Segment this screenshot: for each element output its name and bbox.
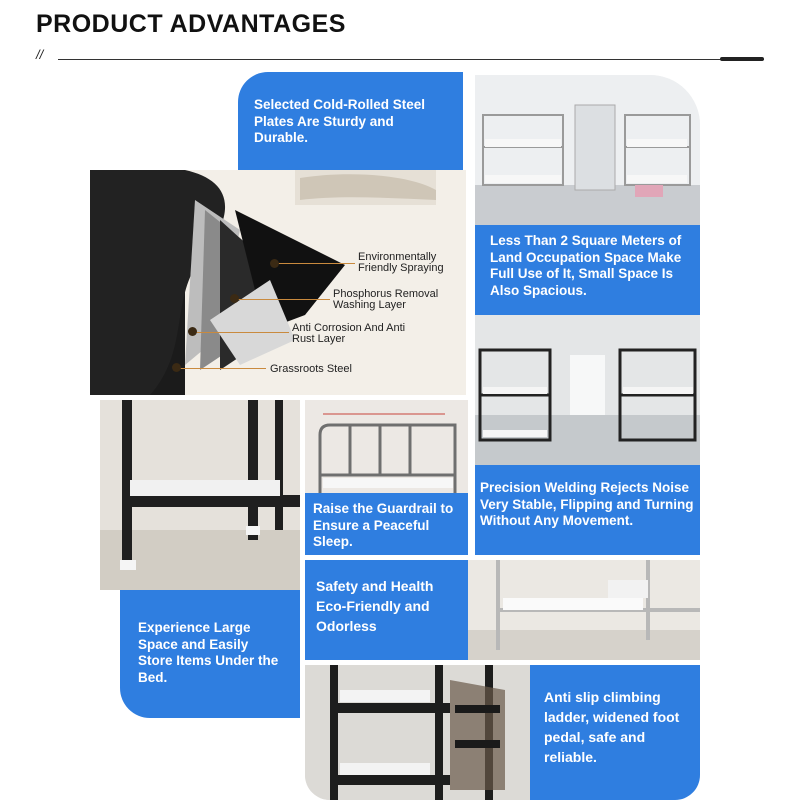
photo-white-beds-dorm [475,75,700,225]
feature-text-ladder: Anti slip climbing ladder, widened foot pedal, safe and reliable. [544,689,680,765]
layer-label-anti-corrosion: Anti Corrosion And Anti Rust Layer [292,322,406,345]
feature-text-storage: Experience Large Space and Easily Store Items Under the Bed. [138,620,279,685]
feature-text-welding: Precision Welding Rejects Noise Very Stable, Flipping and Turning Without Any Movement. [480,480,694,528]
page-title: PRODUCT ADVANTAGES [36,10,346,38]
photo-bed-underside [100,400,300,590]
layer-label-spraying: Environmentally Friendly Spraying [358,251,444,274]
feature-text-land-space: Less Than 2 Square Meters of Land Occupation Space Make Full Use of It, Small Space Is Also Spacious. [490,233,682,298]
photo-guardrail [305,400,468,493]
feature-card-steel-plates [238,72,463,170]
leader-line-spraying [273,263,355,264]
layer-label-phosphorus: Phosphorus Removal Washing Layer [333,288,439,311]
leader-dot-spraying [270,259,279,268]
photo-white-bed [468,560,700,660]
feature-card-welding [475,465,700,555]
steel-layers-illustration [90,170,466,395]
photo-black-beds-dorm [475,315,700,465]
feature-card-safety [305,560,468,660]
leader-dot-phosphorus [230,294,239,303]
leader-line-phosphorus [233,299,330,300]
header-slashes: // [36,47,44,62]
leader-line-grassroots [178,368,266,369]
layer-label-grassroots: Grassroots Steel [270,363,352,375]
feature-card-storage [120,590,300,718]
header-divider [58,59,764,60]
feature-card-guardrail [305,493,468,555]
leader-dot-anti-corrosion [188,327,197,336]
feature-card-land-space [475,225,700,315]
leader-line-anti-corrosion [193,332,289,333]
feature-text-steel-plates: Selected Cold-Rolled Steel Plates Are Sturdy and Durable. [254,97,426,145]
feature-card-ladder [530,665,700,800]
photo-ladder [305,665,530,800]
leader-dot-grassroots [172,363,181,372]
feature-text-guardrail: Raise the Guardrail to Ensure a Peaceful Sleep. [313,501,454,549]
steel-layers-panel [90,170,466,395]
feature-text-safety: Safety and Health Eco-Friendly and Odorless [316,578,434,634]
header-divider-accent [720,57,764,61]
